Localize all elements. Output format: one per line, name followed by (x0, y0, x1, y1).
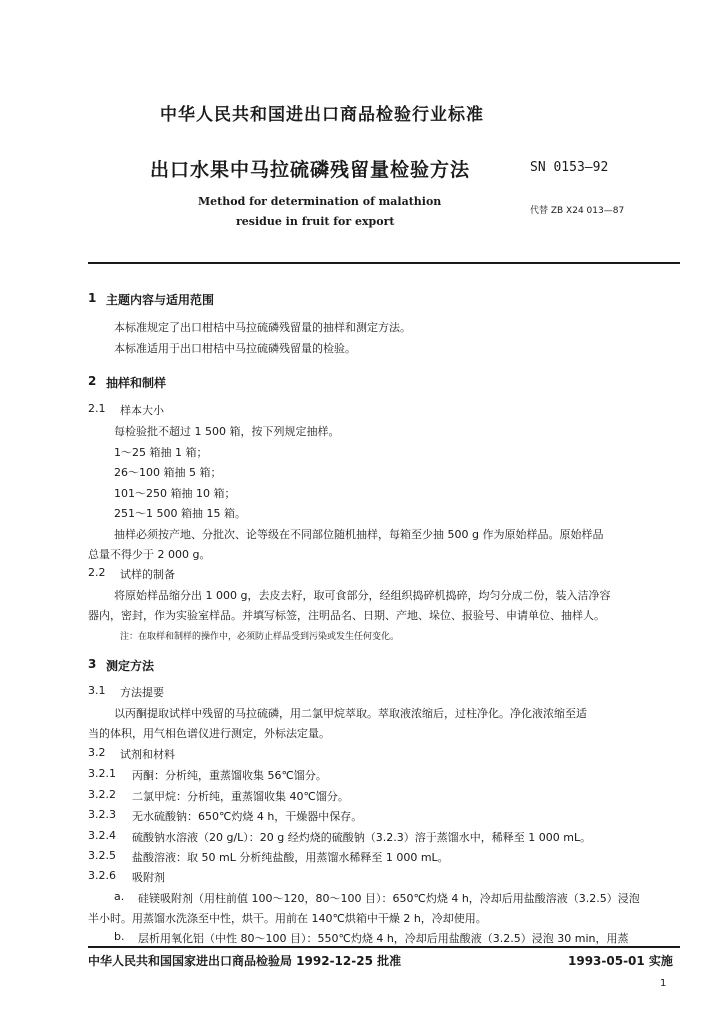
item-b-line-1: 层析用氧化铝（中性 80～100 目）：550℃灼烧 4 h，冷却后用盐酸液（3.2.5）浸泡 30 min，用蒸 (138, 932, 629, 945)
section-1-title: 主题内容与适用范围 (106, 293, 215, 307)
section-3-2-5-text: 盐酸溶液：取 50 mL 分析纯盐酸，用蒸馏水稀释至 1 000 mL。 (132, 851, 449, 864)
section-2-1-line-5: 251～1 500 箱抽 15 箱。 (114, 507, 246, 520)
section-3-2-3-number: 3.2.3 (88, 808, 116, 821)
section-3-2-number: 3.2 (88, 746, 106, 759)
section-3-2-6-title: 吸附剂 (132, 871, 165, 884)
section-2-1-number: 2.1 (88, 402, 106, 415)
section-2-1-line-3: 26～100 箱抽 5 箱； (114, 466, 222, 479)
section-1-paragraph-2: 本标准适用于出口柑桔中马拉硫磷残留量的检验。 (114, 342, 356, 355)
header-divider (88, 262, 680, 264)
section-3-1-number: 3.1 (88, 684, 106, 697)
section-3-2-1-text: 丙酮：分析纯，重蒸馏收集 56℃馏分。 (132, 769, 327, 782)
item-a-marker: a. (114, 890, 125, 903)
section-3-number: 3 (88, 657, 97, 671)
section-2-1-title: 样本大小 (120, 404, 164, 417)
section-3-2-4-text: 硫酸钠水溶液（20 g/L）：20 g 经灼烧的硫酸钠（3.2.3）溶于蒸馏水中，稀释至 1 000 mL。 (132, 831, 592, 844)
section-2-2-number: 2.2 (88, 566, 106, 579)
section-3-2-1-number: 3.2.1 (88, 767, 116, 780)
document-title: 出口水果中马拉硫磷残留量检验方法 (150, 159, 471, 181)
section-2-title: 抽样和制样 (106, 376, 167, 390)
section-3-1-line-2: 当的体积，用气相色谱仪进行测定，外标法定量。 (88, 727, 330, 740)
section-2-number: 2 (88, 374, 97, 388)
section-2-1-line-1: 每检验批不超过 1 500 箱，按下列规定抽样。 (114, 425, 340, 438)
section-3-1-line-1: 以丙酮提取试样中残留的马拉硫磷，用二氯甲烷萃取。萃取液浓缩后，过柱净化。净化液浓缩至适 (114, 707, 587, 720)
section-3-2-3-text: 无水硫酸钠：650℃灼烧 4 h，干燥器中保存。 (132, 810, 363, 823)
section-2-1-line-4: 101～250 箱抽 10 箱； (114, 487, 236, 500)
section-3-2-2-number: 3.2.2 (88, 788, 116, 801)
page-number: 1 (660, 978, 667, 989)
footer-divider (88, 946, 680, 948)
section-3-2-5-number: 3.2.5 (88, 849, 116, 862)
section-3-2-6-number: 3.2.6 (88, 869, 116, 882)
section-3-2-4-number: 3.2.4 (88, 829, 116, 842)
section-3-2-title: 试剂和材料 (120, 748, 175, 761)
section-3-2-2-text: 二氯甲烷：分析纯，重蒸馏收集 40℃馏分。 (132, 790, 349, 803)
standard-category-title: 中华人民共和国进出口商品检验行业标准 (160, 105, 484, 125)
section-3-1-title: 方法提要 (120, 686, 164, 699)
item-a-line-1: 硅镁吸附剂（用柱前值 100～120，80～100 目）：650℃灼烧 4 h，冷却后用盐酸溶液（3.2.5）浸泡 (138, 892, 640, 905)
section-2-2-title: 试样的制备 (120, 568, 175, 581)
section-3-title: 测定方法 (106, 659, 155, 673)
standard-number: SN 0153—92 (530, 160, 609, 175)
item-a-line-2: 半小时。用蒸馏水洗涤至中性，烘干。用前在 140℃烘箱中干燥 2 h，冷却使用。 (88, 912, 487, 925)
section-2-1-line-6: 抽样必须按产地、分批次、论等级在不同部位随机抽样，每箱至少抽 500 g 作为原始样品。原始样品 (114, 528, 604, 541)
item-b-marker: b. (114, 930, 125, 943)
section-1-paragraph-1: 本标准规定了出口柑桔中马拉硫磷残留量的抽样和测定方法。 (114, 321, 411, 334)
english-title-line-2: residue in fruit for export (236, 215, 395, 228)
section-2-2-line-2: 器内，密封，作为实验室样品。并填写标签，注明品名、日期、产地、垛位、报验号、申请单位、抽样人。 (88, 609, 605, 622)
english-title-line-1: Method for determination of malathion (198, 195, 442, 208)
approval-line: 中华人民共和国国家进出口商品检验局 1992-12-25 批准 (88, 954, 402, 968)
effective-date: 1993-05-01 实施 (568, 954, 673, 968)
section-2-1-line-2: 1～25 箱抽 1 箱； (114, 446, 208, 459)
section-2-2-note: 注：在取样和制样的操作中，必须防止样品受到污染或发生任何变化。 (120, 632, 400, 642)
section-2-1-line-7: 总量不得少于 2 000 g。 (88, 548, 211, 561)
replaces-standard: 代替 ZB X24 013—87 (530, 206, 625, 216)
section-2-2-line-1: 将原始样品缩分出 1 000 g，去皮去籽，取可食部分，经组织捣碎机捣碎，均匀分成二份，装入洁净容 (114, 589, 611, 602)
section-1-number: 1 (88, 291, 97, 305)
